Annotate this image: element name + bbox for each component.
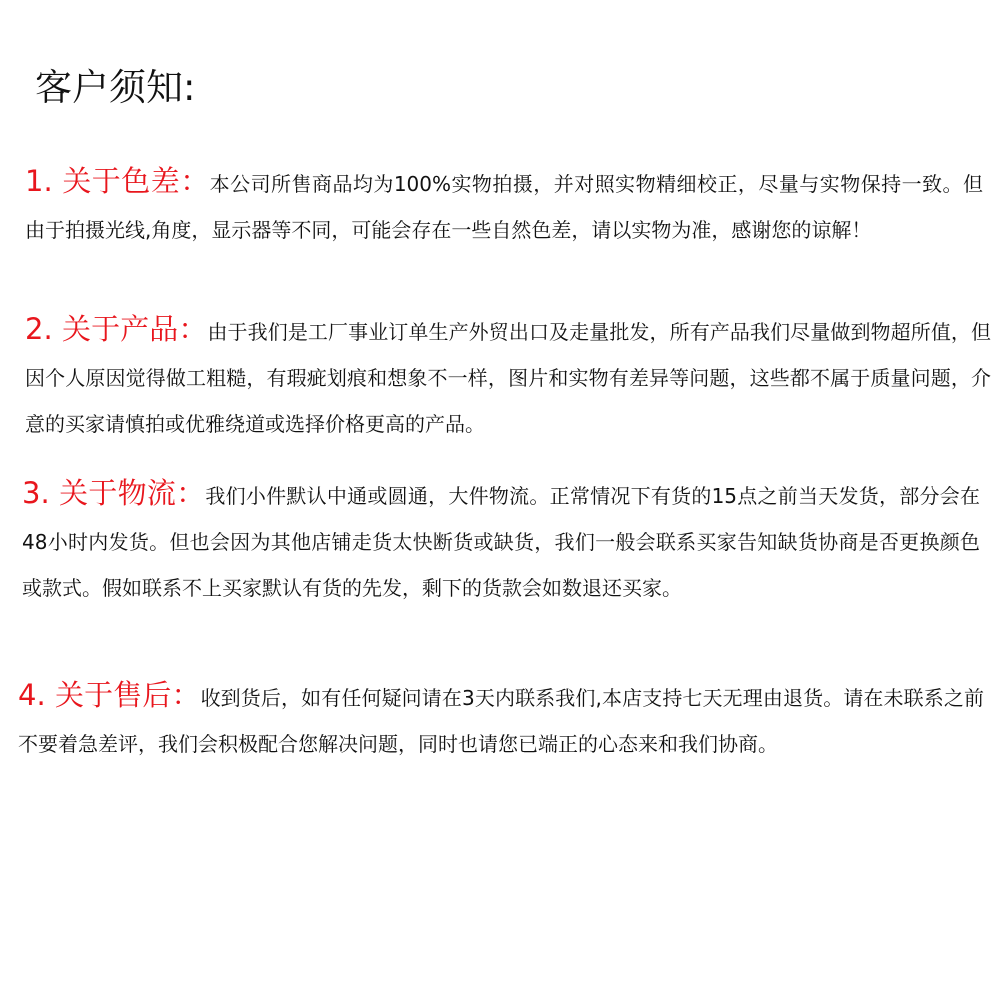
notice-body: 本公司所售商品均为100%实物拍摄，并对照实物精细校正，尽量与实物保持一致。但由于拍摄光线,角度，显示器等不同，可能会存在一些自然色差，请以实物为准，感谢您的谅解！ xyxy=(25,172,984,242)
page-title: 客户须知: xyxy=(35,66,196,109)
notice-logistics xyxy=(22,470,980,611)
notice-body: 我们小件默认中通或圆通，大件物流。正常情况下有货的15点之前当天发货，部分会在48小时内发货。但也会因为其他店铺走货太快断货或缺货，我们一般会联系买家告知缺货协商是否更换颜色或款式。假如联系不上买家默认有货的先发，剩下的货款会如数退还买家。 xyxy=(22,484,980,600)
notice-heading: 2. 关于产品： xyxy=(25,312,208,346)
notice-color-difference xyxy=(25,158,983,253)
notice-heading: 1. 关于色差： xyxy=(25,164,210,198)
notice-heading: 4. 关于售后： xyxy=(18,678,201,712)
notice-product xyxy=(25,306,991,447)
notice-heading: 3. 关于物流： xyxy=(22,476,206,510)
notice-after-sales xyxy=(18,672,984,767)
notice-body: 收到货后，如有任何疑问请在3天内联系我们,本店支持七天无理由退货。请在未联系之前不要着急差评，我们会积极配合您解决问题，同时也请您已端正的心态来和我们协商。 xyxy=(18,686,984,756)
notice-body: 由于我们是工厂事业订单生产外贸出口及走量批发，所有产品我们尽量做到物超所值，但因个人原因觉得做工粗糙，有瑕疵划痕和想象不一样，图片和实物有差异等问题，这些都不属于质量问题，介意的买家请慎拍或优雅绕道或选择价格更高的产品。 xyxy=(25,320,992,436)
